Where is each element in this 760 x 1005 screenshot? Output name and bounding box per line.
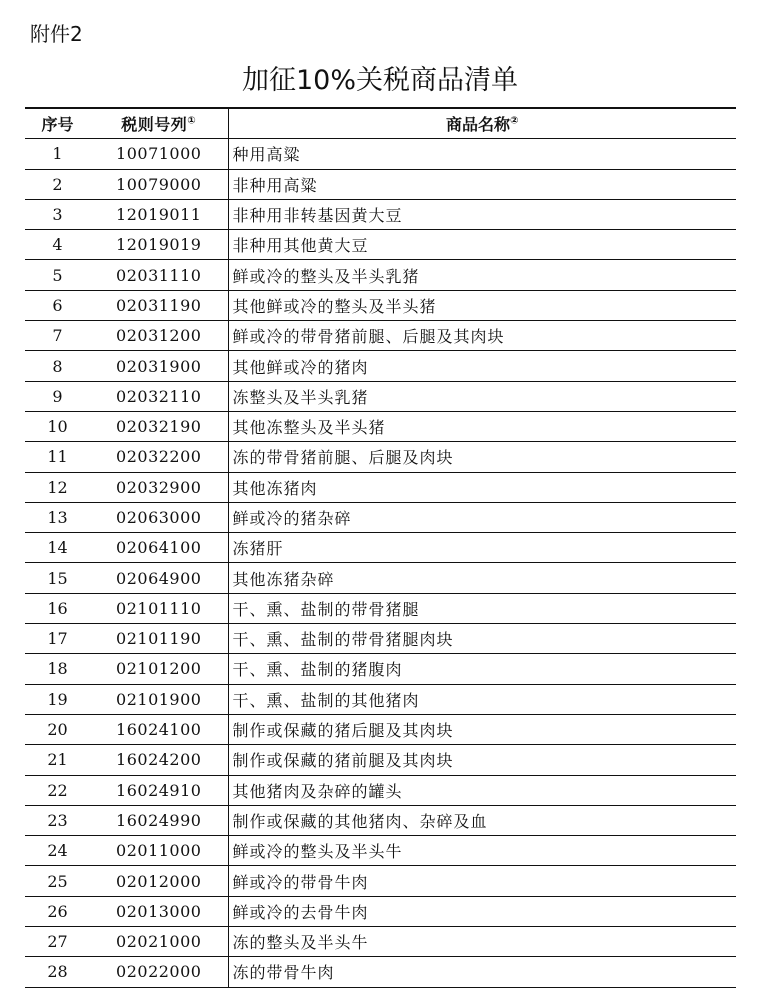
cell-product-name: 制作或保藏的猪后腿及其肉块 bbox=[228, 714, 736, 744]
cell-tariff-code: 02101190 bbox=[90, 624, 228, 654]
cell-product-name: 鲜或冷的带骨牛肉 bbox=[228, 866, 736, 896]
cell-tariff-code: 02022000 bbox=[90, 957, 228, 987]
cell-serial-number: 9 bbox=[25, 381, 90, 411]
cell-product-name: 其他鲜或冷的猪肉 bbox=[228, 351, 736, 381]
cell-product-name: 干、熏、盐制的猪腹肉 bbox=[228, 654, 736, 684]
cell-serial-number: 11 bbox=[25, 442, 90, 472]
cell-serial-number: 26 bbox=[25, 896, 90, 926]
cell-product-name: 冻猪肝 bbox=[228, 533, 736, 563]
table-row bbox=[25, 442, 736, 472]
table-row bbox=[25, 896, 736, 926]
cell-product-name: 其他冻猪肉 bbox=[228, 472, 736, 502]
table-row bbox=[25, 199, 736, 229]
table-row bbox=[25, 927, 736, 957]
table-row bbox=[25, 684, 736, 714]
header-tariff-code bbox=[90, 108, 228, 139]
cell-tariff-code: 02012000 bbox=[90, 866, 228, 896]
cell-product-name: 鲜或冷的整头及半头乳猪 bbox=[228, 260, 736, 290]
table-row bbox=[25, 805, 736, 835]
cell-product-name: 其他冻猪杂碎 bbox=[228, 563, 736, 593]
cell-product-name: 鲜或冷的带骨猪前腿、后腿及其肉块 bbox=[228, 321, 736, 351]
cell-serial-number: 10 bbox=[25, 411, 90, 441]
cell-product-name: 冻的带骨牛肉 bbox=[228, 957, 736, 987]
header-tariff-code-label: 税则号列 bbox=[121, 115, 188, 135]
cell-tariff-code: 02101900 bbox=[90, 684, 228, 714]
table-row bbox=[25, 745, 736, 775]
cell-product-name: 其他鲜或冷的整头及半头猪 bbox=[228, 290, 736, 320]
cell-product-name: 干、熏、盐制的其他猪肉 bbox=[228, 684, 736, 714]
cell-tariff-code: 02031200 bbox=[90, 321, 228, 351]
cell-serial-number: 6 bbox=[25, 290, 90, 320]
cell-tariff-code: 16024910 bbox=[90, 775, 228, 805]
table-row bbox=[25, 502, 736, 532]
cell-serial-number: 25 bbox=[25, 866, 90, 896]
table-row bbox=[25, 139, 736, 169]
cell-tariff-code: 02101200 bbox=[90, 654, 228, 684]
table-row bbox=[25, 472, 736, 502]
footnote-mark-2: ② bbox=[510, 115, 519, 127]
cell-serial-number: 1 bbox=[25, 139, 90, 169]
cell-serial-number: 8 bbox=[25, 351, 90, 381]
cell-serial-number: 21 bbox=[25, 745, 90, 775]
cell-product-name: 制作或保藏的其他猪肉、杂碎及血 bbox=[228, 805, 736, 835]
tariff-table bbox=[25, 107, 736, 988]
cell-serial-number: 27 bbox=[25, 927, 90, 957]
cell-product-name: 鲜或冷的去骨牛肉 bbox=[228, 896, 736, 926]
cell-product-name: 制作或保藏的猪前腿及其肉块 bbox=[228, 745, 736, 775]
cell-tariff-code: 12019019 bbox=[90, 230, 228, 260]
cell-serial-number: 19 bbox=[25, 684, 90, 714]
cell-product-name: 冻整头及半头乳猪 bbox=[228, 381, 736, 411]
cell-serial-number: 22 bbox=[25, 775, 90, 805]
cell-tariff-code: 12019011 bbox=[90, 199, 228, 229]
cell-serial-number: 12 bbox=[25, 472, 90, 502]
cell-product-name: 干、熏、盐制的带骨猪腿肉块 bbox=[228, 624, 736, 654]
table-row bbox=[25, 321, 736, 351]
cell-tariff-code: 16024100 bbox=[90, 714, 228, 744]
table-row bbox=[25, 714, 736, 744]
header-product-name-label: 商品名称 bbox=[446, 115, 511, 135]
cell-tariff-code: 02021000 bbox=[90, 927, 228, 957]
cell-tariff-code: 02032200 bbox=[90, 442, 228, 472]
cell-tariff-code: 02011000 bbox=[90, 836, 228, 866]
table-row bbox=[25, 624, 736, 654]
header-row bbox=[25, 108, 736, 139]
table-row bbox=[25, 957, 736, 987]
cell-tariff-code: 02063000 bbox=[90, 502, 228, 532]
table-row bbox=[25, 290, 736, 320]
table-row bbox=[25, 381, 736, 411]
cell-tariff-code: 02101110 bbox=[90, 593, 228, 623]
footnote-mark-1: ① bbox=[187, 115, 197, 127]
cell-product-name: 干、熏、盐制的带骨猪腿 bbox=[228, 593, 736, 623]
cell-tariff-code: 16024990 bbox=[90, 805, 228, 835]
cell-product-name: 非种用非转基因黄大豆 bbox=[228, 199, 736, 229]
cell-tariff-code: 02013000 bbox=[90, 896, 228, 926]
table-row bbox=[25, 563, 736, 593]
table-row bbox=[25, 836, 736, 866]
cell-product-name: 鲜或冷的整头及半头牛 bbox=[228, 836, 736, 866]
cell-tariff-code: 02064100 bbox=[90, 533, 228, 563]
table-row bbox=[25, 169, 736, 199]
cell-serial-number: 7 bbox=[25, 321, 90, 351]
table-row bbox=[25, 533, 736, 563]
cell-tariff-code: 10079000 bbox=[90, 169, 228, 199]
table-row bbox=[25, 866, 736, 896]
cell-tariff-code: 16024200 bbox=[90, 745, 228, 775]
cell-product-name: 非种用高粱 bbox=[228, 169, 736, 199]
cell-serial-number: 18 bbox=[25, 654, 90, 684]
table-row bbox=[25, 260, 736, 290]
cell-product-name: 冻的带骨猪前腿、后腿及肉块 bbox=[228, 442, 736, 472]
cell-serial-number: 14 bbox=[25, 533, 90, 563]
cell-serial-number: 20 bbox=[25, 714, 90, 744]
cell-serial-number: 23 bbox=[25, 805, 90, 835]
cell-tariff-code: 10071000 bbox=[90, 139, 228, 169]
table-row bbox=[25, 775, 736, 805]
cell-serial-number: 15 bbox=[25, 563, 90, 593]
cell-tariff-code: 02032110 bbox=[90, 381, 228, 411]
cell-serial-number: 16 bbox=[25, 593, 90, 623]
cell-serial-number: 28 bbox=[25, 957, 90, 987]
attachment-label: 附件2 bbox=[30, 22, 83, 46]
table-row bbox=[25, 230, 736, 260]
cell-product-name: 种用高粱 bbox=[228, 139, 736, 169]
table-row bbox=[25, 593, 736, 623]
cell-serial-number: 5 bbox=[25, 260, 90, 290]
cell-tariff-code: 02031190 bbox=[90, 290, 228, 320]
cell-serial-number: 17 bbox=[25, 624, 90, 654]
cell-tariff-code: 02032190 bbox=[90, 411, 228, 441]
cell-product-name: 鲜或冷的猪杂碎 bbox=[228, 502, 736, 532]
cell-tariff-code: 02032900 bbox=[90, 472, 228, 502]
cell-tariff-code: 02031110 bbox=[90, 260, 228, 290]
cell-serial-number: 13 bbox=[25, 502, 90, 532]
table-row bbox=[25, 351, 736, 381]
cell-tariff-code: 02031900 bbox=[90, 351, 228, 381]
cell-product-name: 非种用其他黄大豆 bbox=[228, 230, 736, 260]
header-serial-number: 序号 bbox=[25, 108, 90, 139]
header-product-name bbox=[228, 108, 736, 139]
document-title: 加征10%关税商品清单 bbox=[241, 65, 518, 96]
cell-product-name: 其他冻整头及半头猪 bbox=[228, 411, 736, 441]
cell-serial-number: 2 bbox=[25, 169, 90, 199]
cell-serial-number: 24 bbox=[25, 836, 90, 866]
table-row bbox=[25, 654, 736, 684]
table-body bbox=[25, 139, 736, 987]
table-header bbox=[25, 108, 736, 139]
table-row bbox=[25, 411, 736, 441]
cell-serial-number: 4 bbox=[25, 230, 90, 260]
cell-serial-number: 3 bbox=[25, 199, 90, 229]
cell-tariff-code: 02064900 bbox=[90, 563, 228, 593]
cell-product-name: 其他猪肉及杂碎的罐头 bbox=[228, 775, 736, 805]
cell-product-name: 冻的整头及半头牛 bbox=[228, 927, 736, 957]
